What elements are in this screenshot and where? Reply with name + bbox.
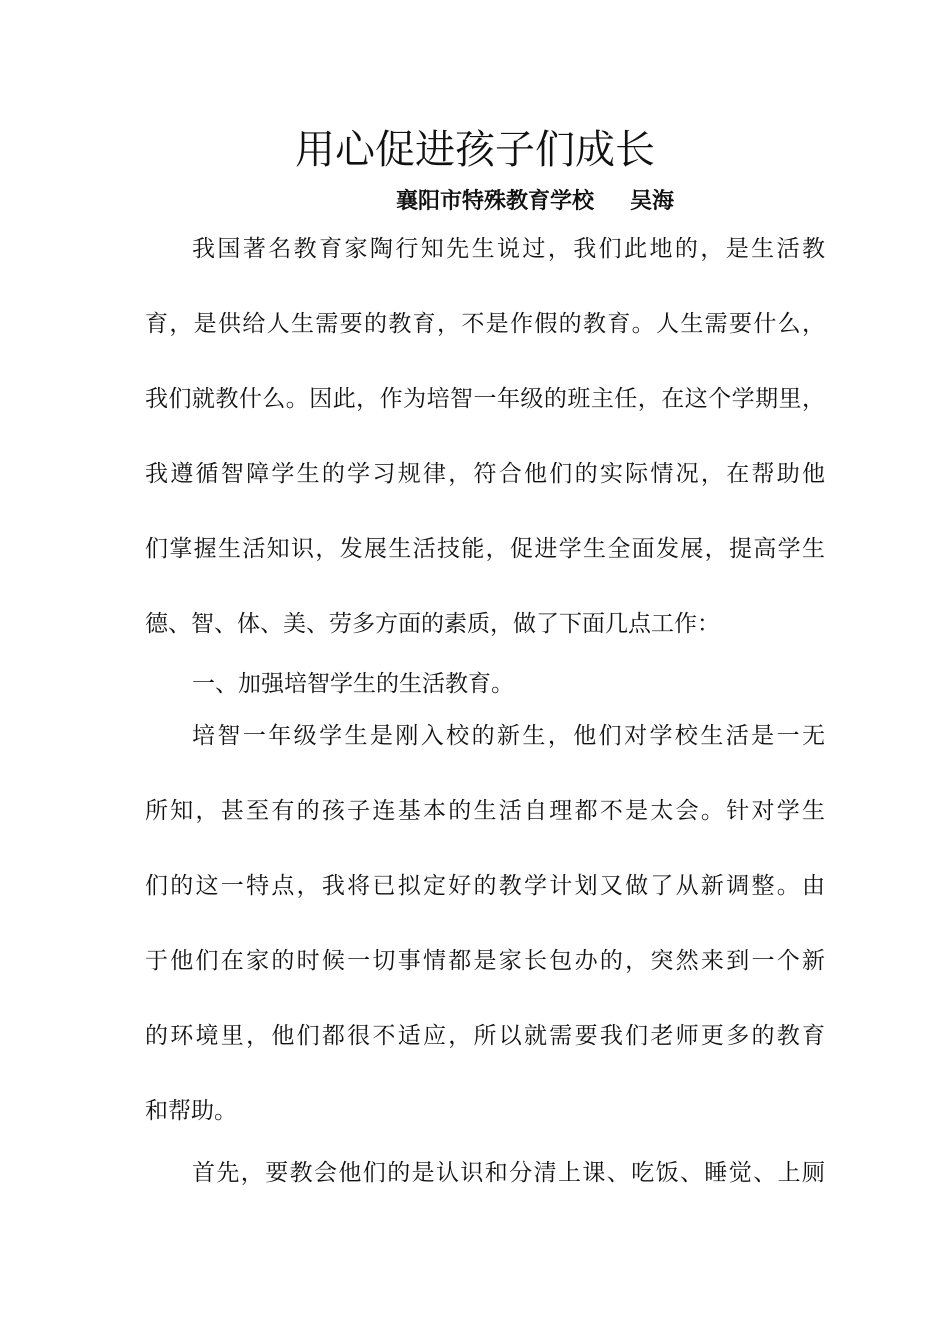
document-title: 用心促进孩子们成长 [295,127,655,173]
text-line: 们的这一特点，我将已拟定好的教学计划又做了从新调整。由 [145,873,825,899]
text-line: 和帮助。 [145,1098,237,1124]
text-line: 我国著名教育家陶行知先生说过，我们此地的，是生活教 [192,236,825,262]
text-line: 的环境里，他们都很不适应，所以就需要我们老师更多的教育 [145,1023,825,1049]
byline-school: 襄阳市特殊教育学校 [396,188,595,214]
byline-author: 吴海 [630,188,675,214]
text-line: 我们就教什么。因此，作为培智一年级的班主任，在这个学期里， [145,386,825,412]
byline [396,186,674,216]
text-line: 育，是供给人生需要的教育，不是作假的教育。人生需要什么， [145,311,825,337]
text-line: 培智一年级学生是刚入校的新生，他们对学校生活是一无 [192,723,825,749]
text-line: 首先，要教会他们的是认识和分清上课、吃饭、睡觉、上厕 [192,1160,825,1186]
text-line: 我遵循智障学生的学习规律，符合他们的实际情况，在帮助他 [145,461,825,487]
text-line: 于他们在家的时候一切事情都是家长包办的，突然来到一个新 [145,948,825,974]
text-line: 德、智、体、美、劳多方面的素质，做了下面几点工作： [145,611,720,637]
text-line: 所知，甚至有的孩子连基本的生活自理都不是太会。针对学生 [145,798,825,824]
section-heading: 一、加强培智学生的生活教育。 [192,671,514,697]
text-line: 们掌握生活知识，发展生活技能，促进学生全面发展，提高学生 [145,536,825,562]
